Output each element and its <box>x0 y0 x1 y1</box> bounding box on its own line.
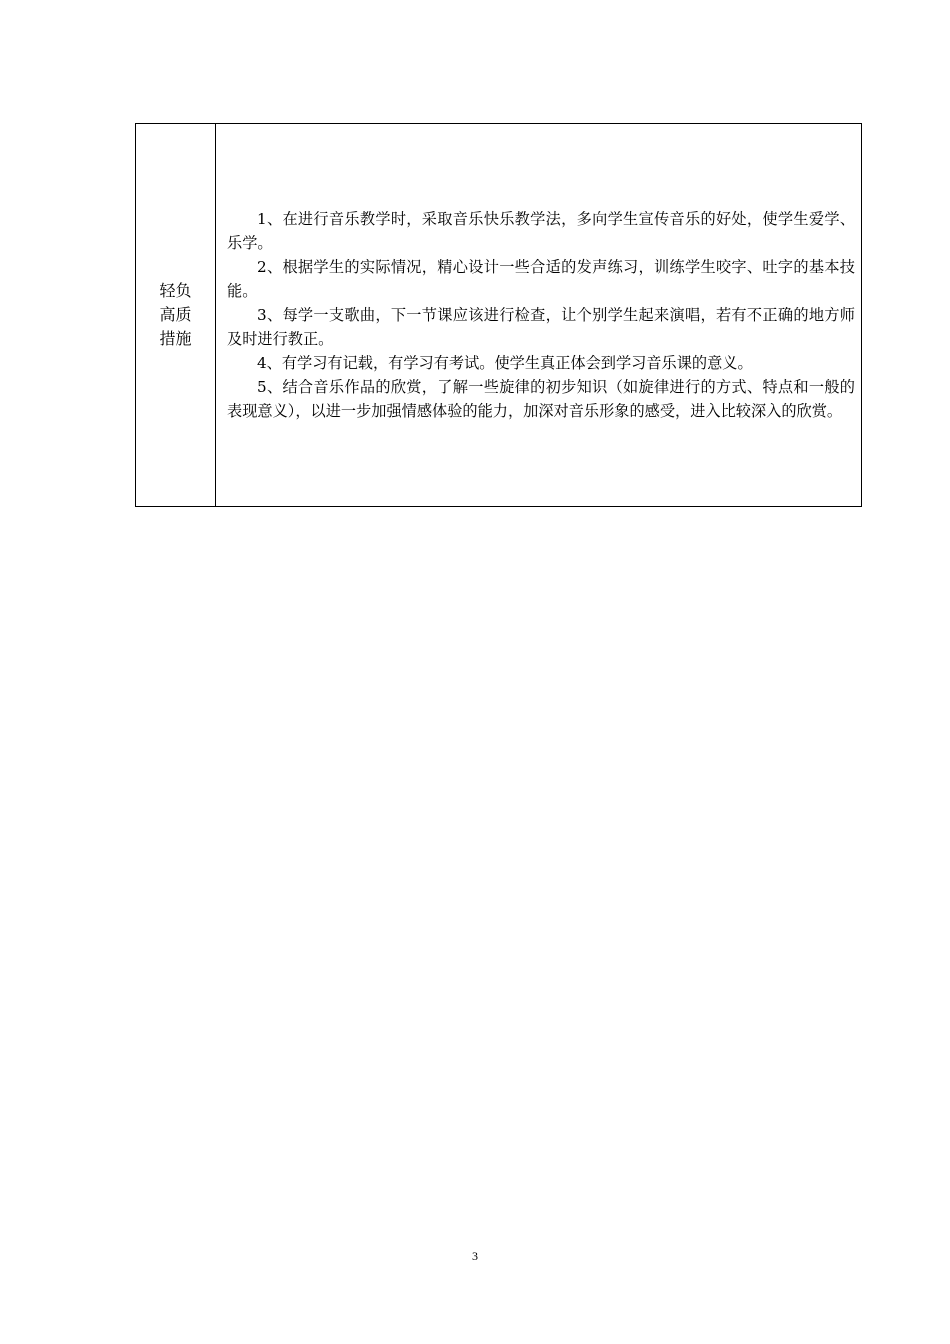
page-number: 3 <box>472 1249 478 1263</box>
measures-table <box>135 123 862 507</box>
row-label-cell <box>136 124 216 507</box>
row-label-line: 高质 <box>159 305 192 324</box>
measure-paragraph: 1、在进行音乐教学时，采取音乐快乐教学法，多向学生宣传音乐的好处，使学生爱学、乐学。 <box>227 210 855 252</box>
measure-paragraph: 2、根据学生的实际情况，精心设计一些合适的发声练习，训练学生咬字、吐字的基本技能。 <box>227 258 855 300</box>
measure-paragraph: 4、有学习有记载，有学习有考试。使学生真正体会到学习音乐课的意义。 <box>257 354 753 372</box>
row-label-line: 轻负 <box>159 281 192 300</box>
measure-paragraph: 3、每学一支歌曲，下一节课应该进行检查，让个别学生起来演唱，若有不正确的地方师及时进行教正。 <box>227 306 855 348</box>
row-label-line: 措施 <box>159 329 192 348</box>
measure-paragraph: 5、结合音乐作品的欣赏，了解一些旋律的初步知识（如旋律进行的方式、特点和一般的表现意义），以进一步加强情感体验的能力，加深对音乐形象的感受，进入比较深入的欣赏。 <box>227 378 855 420</box>
measures-content-cell <box>216 124 862 507</box>
table-row <box>136 124 862 507</box>
